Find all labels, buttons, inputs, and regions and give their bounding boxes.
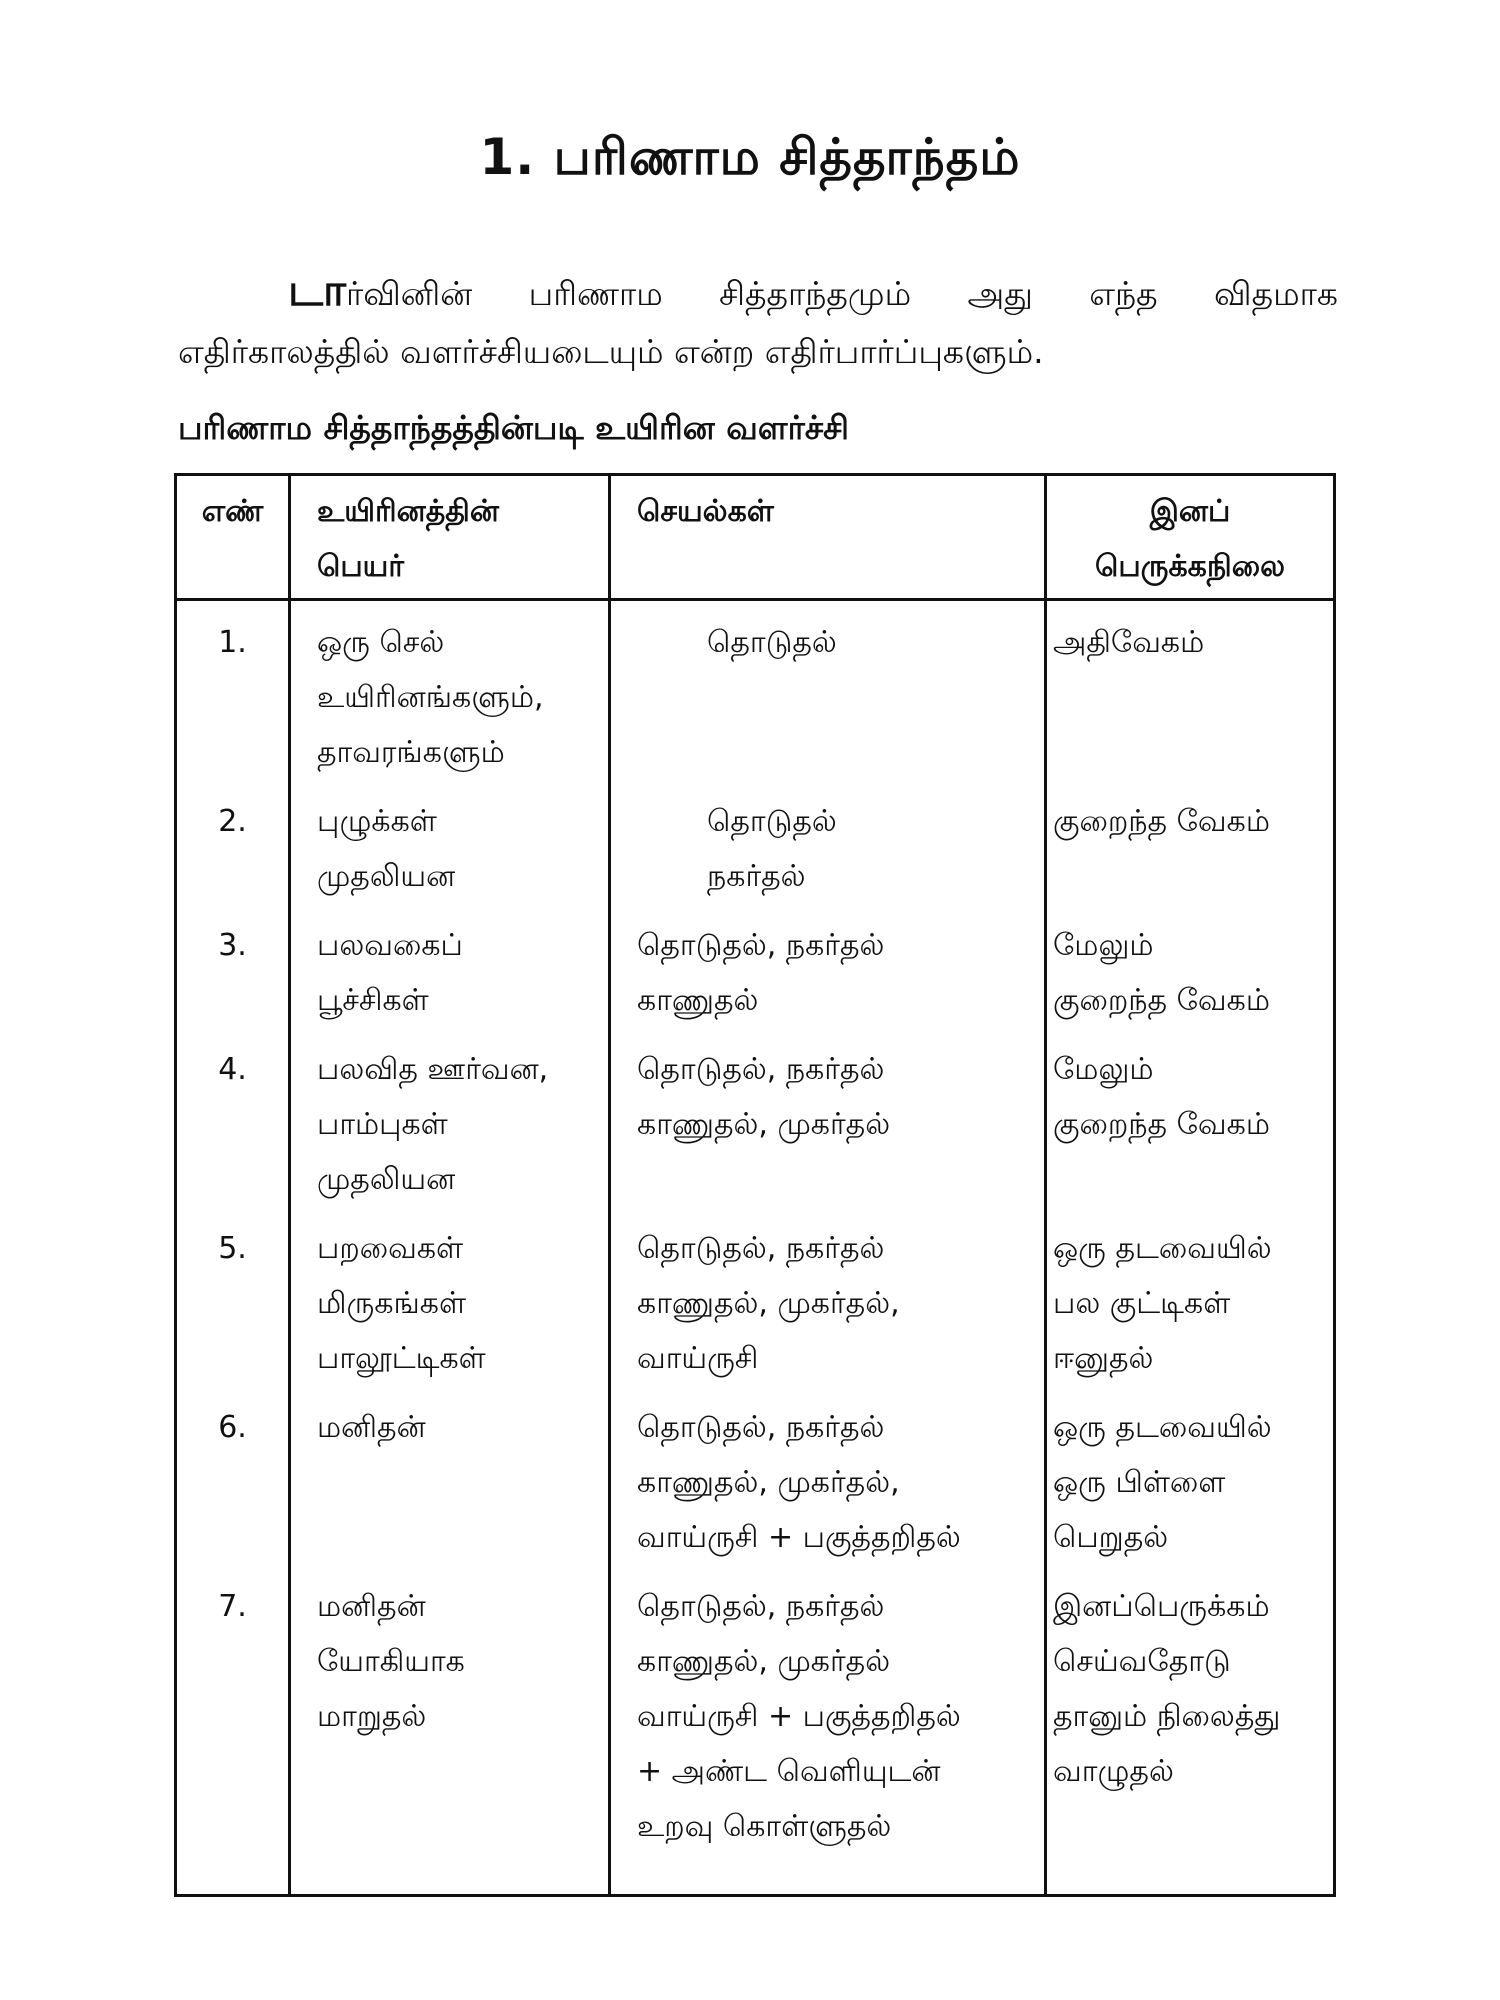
row-name: பலவித ஊர்வன, பாம்புகள் முதலியன — [290, 1038, 610, 1217]
intro-line1-text: ர்வினின் பரிணாம சித்தாந்தமும் அது எந்த விதமாக — [346, 274, 1338, 313]
row-number: 7. — [176, 1575, 290, 1896]
row-number: 3. — [176, 914, 290, 1038]
header-reproduction: இனப் பெருக்கநிலை — [1046, 475, 1335, 600]
intro-line2-text: எதிர்காலத்தில் வளர்ச்சியடையும் என்ற எதிர்பார்ப்புகளும். — [178, 332, 1044, 371]
table-row — [176, 1396, 1335, 1575]
row-activities: தொடுதல், நகர்தல் காணுதல், முகர்தல், வாய்ருசி — [610, 1217, 1046, 1396]
row-activities: தொடுதல் நகர்தல் — [610, 790, 1046, 914]
row-number: 5. — [176, 1217, 290, 1396]
row-activities: தொடுதல் — [610, 600, 1046, 791]
header-name: உயிரினத்தின் பெயர் — [290, 475, 610, 600]
row-name: பறவைகள் மிருகங்கள் பாலூட்டிகள் — [290, 1217, 610, 1396]
row-name: ஒரு செல் உயிரினங்களும், தாவரங்களும் — [290, 600, 610, 791]
row-number: 1. — [176, 600, 290, 791]
table-header-row — [176, 475, 1335, 600]
table-row — [176, 1038, 1335, 1217]
table-row — [176, 790, 1335, 914]
row-number: 6. — [176, 1396, 290, 1575]
table-row — [176, 1575, 1335, 1896]
row-reproduction: மேலும் குறைந்த வேகம் — [1046, 914, 1335, 1038]
page-title: 1. பரிணாம சித்தாந்தம் — [479, 128, 1021, 186]
intro-dropcap: டா — [288, 265, 347, 316]
intro-paragraph — [178, 262, 1338, 381]
row-activities: தொடுதல், நகர்தல் காணுதல் — [610, 914, 1046, 1038]
row-activities: தொடுதல், நகர்தல் காணுதல், முகர்தல் — [610, 1038, 1046, 1217]
row-name: புழுக்கள் முதலியன — [290, 790, 610, 914]
header-activities: செயல்கள் — [610, 475, 1046, 600]
section-heading: பரிணாம சித்தாந்தத்தின்படி உயிரின வளர்ச்சி — [178, 408, 849, 447]
row-name: மனிதன் — [290, 1396, 610, 1575]
table-row — [176, 600, 1335, 791]
row-reproduction: ஒரு தடவையில் பல குட்டிகள் ஈனுதல் — [1046, 1217, 1335, 1396]
row-reproduction: ஒரு தடவையில் ஒரு பிள்ளை பெறுதல் — [1046, 1396, 1335, 1575]
row-reproduction: அதிவேகம் — [1046, 600, 1335, 791]
intro-first-line — [178, 262, 1338, 323]
row-activities: தொடுதல், நகர்தல் காணுதல், முகர்தல், வாய்ருசி + பகுத்தறிதல் — [610, 1396, 1046, 1575]
row-reproduction: இனப்பெருக்கம் செய்வதோடு தானும் நிலைத்து வாழுதல் — [1046, 1575, 1335, 1896]
row-activities: தொடுதல், நகர்தல் காணுதல், முகர்தல் வாய்ருசி + பகுத்தறிதல் + அண்ட வெளியுடன் உறவு கொள்ளுதல் — [610, 1575, 1046, 1896]
row-number: 4. — [176, 1038, 290, 1217]
row-reproduction: குறைந்த வேகம் — [1046, 790, 1335, 914]
row-number: 2. — [176, 790, 290, 914]
row-name: பலவகைப் பூச்சிகள் — [290, 914, 610, 1038]
row-name: மனிதன் யோகியாக மாறுதல் — [290, 1575, 610, 1896]
table-row — [176, 914, 1335, 1038]
row-reproduction: மேலும் குறைந்த வேகம் — [1046, 1038, 1335, 1217]
evolution-table — [174, 473, 1336, 1897]
table-row — [176, 1217, 1335, 1396]
header-number: எண் — [176, 475, 290, 600]
